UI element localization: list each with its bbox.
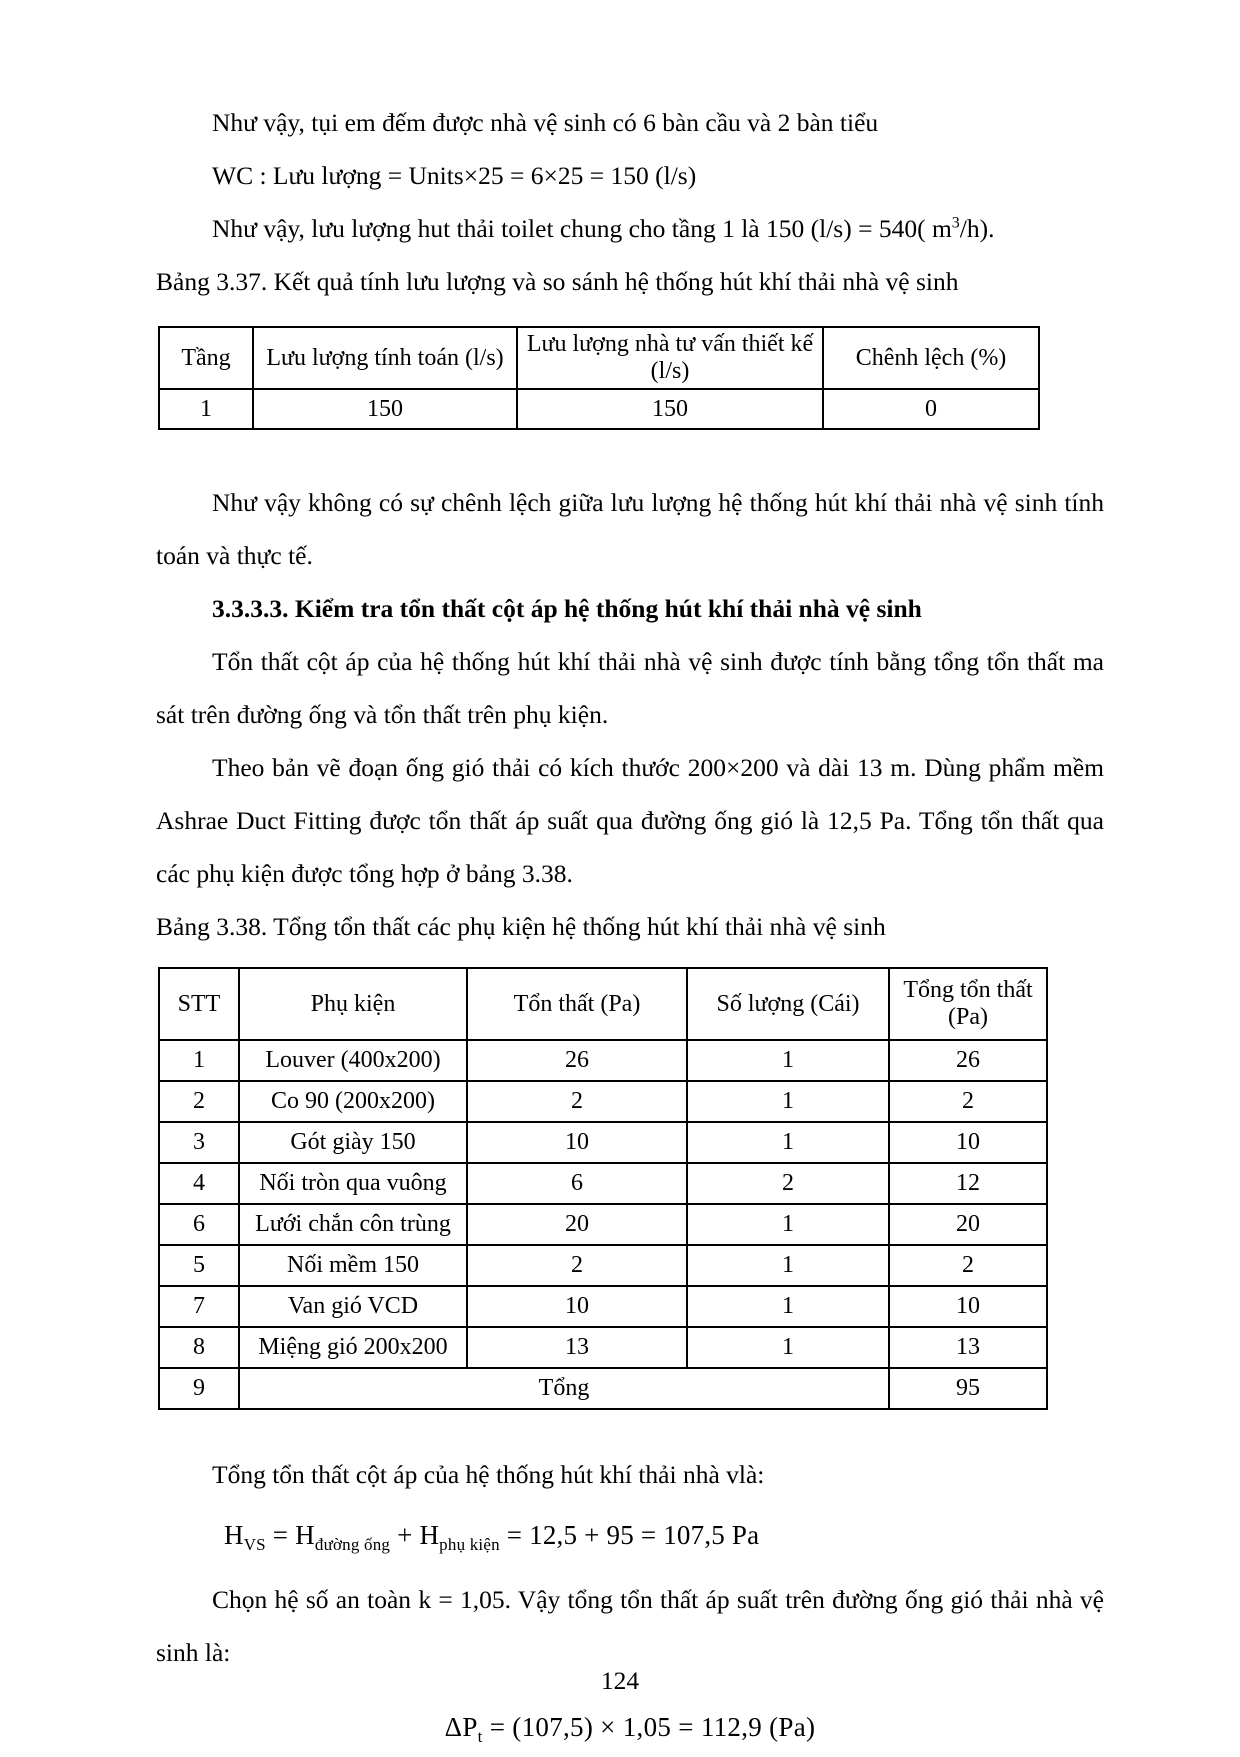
table-338-cell-0-2: 26	[467, 1040, 687, 1081]
paragraph-total-flowrate	[156, 202, 1104, 255]
table-338-cell-3-2: 6	[467, 1163, 687, 1204]
table-338-cell-6-1: Van gió VCD	[239, 1286, 467, 1327]
table-338-cell-2-2: 10	[467, 1122, 687, 1163]
table-row	[159, 1204, 1047, 1245]
table-338-cell-5-1: Nối mềm 150	[239, 1245, 467, 1286]
table-338-header-cell-3: Số lượng (Cái)	[687, 968, 889, 1040]
table-338-total-value: 95	[889, 1368, 1047, 1409]
spacer	[156, 308, 1104, 326]
formula-hvs-plus: + H	[390, 1520, 440, 1550]
table-338-cell-1-0: 2	[159, 1081, 239, 1122]
table-338-cell-0-4: 26	[889, 1040, 1047, 1081]
table-338-cell-0-0: 1	[159, 1040, 239, 1081]
formula-hvs-sub-duct: đường ống	[314, 1535, 391, 1554]
table-338-cell-4-3: 1	[687, 1204, 889, 1245]
formula-hvs-sub-vs: VS	[243, 1535, 266, 1554]
table-338	[158, 967, 1048, 1410]
table-row	[159, 1081, 1047, 1122]
formula-hvs-sub-fittings: phụ kiện	[439, 1535, 500, 1554]
spacer	[156, 430, 1104, 476]
table-row	[159, 1122, 1047, 1163]
table-337-header-cell-2: Lưu lượng nhà tư vấn thiết kế (l/s)	[517, 327, 823, 389]
table-338-cell-7-4: 13	[889, 1327, 1047, 1368]
table-338-cell-3-4: 12	[889, 1163, 1047, 1204]
table-338-cell-6-4: 10	[889, 1286, 1047, 1327]
table-338-cell-0-1: Louver (400x200)	[239, 1040, 467, 1081]
table-caption-338: Bảng 3.38. Tổng tổn thất các phụ kiện hệ thống hút khí thải nhà vệ sinh	[156, 912, 886, 941]
table-338-cell-3-0: 4	[159, 1163, 239, 1204]
page-number: 124	[600, 1666, 640, 1695]
paragraph-total-flowrate-post: /h).	[959, 214, 995, 243]
table-338-cell-6-2: 10	[467, 1286, 687, 1327]
table-338-header-cell-4: Tổng tổn thất (Pa)	[889, 968, 1047, 1040]
table-338-cell-7-1: Miệng gió 200x200	[239, 1327, 467, 1368]
table-338-cell-1-4: 2	[889, 1081, 1047, 1122]
cubic-exponent: 3	[951, 214, 960, 232]
table-338-cell-3-3: 2	[687, 1163, 889, 1204]
table-338-cell-3-1: Nối tròn qua vuông	[239, 1163, 467, 1204]
table-338-cell-6-3: 1	[687, 1286, 889, 1327]
paragraph-count-fixtures: Như vậy, tụi em đếm được nhà vệ sinh có 6 bàn cầu và 2 bàn tiểu	[212, 108, 879, 137]
table-337-header-cell-3: Chênh lệch (%)	[823, 327, 1039, 389]
paragraph-pressure-loss-definition: Tổn thất cột áp của hệ thống hút khí thải nhà vệ sinh được tính bằng tổng tổn thất ma sát trên đường ống và tổn thất trên phụ kiện.	[156, 647, 1104, 729]
table-338-cell-5-3: 1	[687, 1245, 889, 1286]
table-337-cell-0-0: 1	[159, 389, 253, 429]
paragraph-wc-flowrate: WC : Lưu lượng = Units×25 = 6×25 = 150 (l/s)	[212, 161, 697, 190]
table-337-cell-0-1: 150	[253, 389, 517, 429]
table-row	[159, 1327, 1047, 1368]
formula-hvs	[156, 1509, 1104, 1565]
table-338-cell-7-3: 1	[687, 1327, 889, 1368]
table-row	[159, 389, 1039, 429]
spacer	[156, 1501, 1104, 1509]
table-338-cell-1-3: 1	[687, 1081, 889, 1122]
table-caption-337: Bảng 3.37. Kết quả tính lưu lượng và so sánh hệ thống hút khí thải nhà vệ sinh	[156, 267, 959, 296]
formula-delta-pt-symbol: ΔP	[444, 1712, 478, 1742]
spacer	[156, 1565, 1104, 1573]
table-337	[158, 326, 1040, 430]
table-row	[159, 1163, 1047, 1204]
table-338-header-cell-1: Phụ kiện	[239, 968, 467, 1040]
table-338-cell-4-1: Lưới chắn côn trùng	[239, 1204, 467, 1245]
paragraph-no-difference: Như vậy không có sự chênh lệch giữa lưu lượng hệ thống hút khí thải nhà vệ sinh tính toán và thực tế.	[156, 488, 1104, 570]
table-337-header-cell-1: Lưu lượng tính toán (l/s)	[253, 327, 517, 389]
table-338-cell-0-3: 1	[687, 1040, 889, 1081]
table-338-header-row	[159, 968, 1047, 1040]
table-338-cell-2-0: 3	[159, 1122, 239, 1163]
table-338-cell-4-0: 6	[159, 1204, 239, 1245]
formula-hvs-tail: = 12,5 + 95 = 107,5 Pa	[499, 1520, 760, 1550]
table-338-cell-5-2: 2	[467, 1245, 687, 1286]
table-338-cell-2-1: Gót giày 150	[239, 1122, 467, 1163]
table-338-cell-1-1: Co 90 (200x200)	[239, 1081, 467, 1122]
table-338-cell-7-2: 13	[467, 1327, 687, 1368]
table-338-total-stt: 9	[159, 1368, 239, 1409]
table-337-header-cell-0: Tầng	[159, 327, 253, 389]
table-337-cell-0-3: 0	[823, 389, 1039, 429]
table-338-total-label: Tổng	[239, 1368, 889, 1409]
paragraph-safety-factor: Chọn hệ số an toàn k = 1,05. Vậy tổng tổn thất áp suất trên đường ống gió thải nhà vệ sinh là:	[156, 1585, 1104, 1667]
table-338-cell-5-0: 5	[159, 1245, 239, 1286]
table-338-cell-4-2: 20	[467, 1204, 687, 1245]
paragraph-total-flowrate-pre: Như vậy, lưu lượng hut thải toilet chung cho tầng 1 là 150 (l/s) = 540( m	[212, 214, 952, 243]
spacer	[156, 1410, 1104, 1448]
table-row	[159, 1040, 1047, 1081]
table-338-cell-1-2: 2	[467, 1081, 687, 1122]
table-338-cell-2-4: 10	[889, 1122, 1047, 1163]
spacer	[156, 953, 1104, 967]
section-heading-3333: 3.3.3.3. Kiểm tra tổn thất cột áp hệ thống hút khí thải nhà vệ sinh	[212, 594, 922, 623]
formula-delta-pt-tail: = (107,5) × 1,05 = 112,9 (Pa)	[482, 1712, 816, 1742]
table-row	[159, 1286, 1047, 1327]
formula-hvs-h: H	[224, 1520, 244, 1550]
paragraph-duct-dimensions: Theo bản vẽ đoạn ống gió thải có kích thước 200×200 và dài 13 m. Dùng phẩm mềm Ashrae Duct Fitting được tổn thất áp suất qua đường ống gió là 12,5 Pa. Tổng tổn thất qua các phụ kiện được tổng hợp ở bảng 3.38.	[156, 753, 1104, 888]
table-338-cell-5-4: 2	[889, 1245, 1047, 1286]
paragraph-total-head-loss: Tổng tổn thất cột áp của hệ thống hút khí thải nhà vlà:	[212, 1460, 765, 1489]
formula-delta-pt-sub: t	[477, 1727, 483, 1746]
table-338-total-row	[159, 1368, 1047, 1409]
page-content	[156, 96, 1104, 1757]
formula-delta-pt	[156, 1701, 1104, 1757]
table-338-cell-7-0: 8	[159, 1327, 239, 1368]
table-337-header-row	[159, 327, 1039, 389]
table-row	[159, 1245, 1047, 1286]
formula-hvs-eq1: = H	[265, 1520, 315, 1550]
table-337-cell-0-2: 150	[517, 389, 823, 429]
table-338-cell-2-3: 1	[687, 1122, 889, 1163]
table-338-cell-4-4: 20	[889, 1204, 1047, 1245]
table-338-cell-6-0: 7	[159, 1286, 239, 1327]
table-338-header-cell-0: STT	[159, 968, 239, 1040]
table-338-header-cell-2: Tổn thất (Pa)	[467, 968, 687, 1040]
